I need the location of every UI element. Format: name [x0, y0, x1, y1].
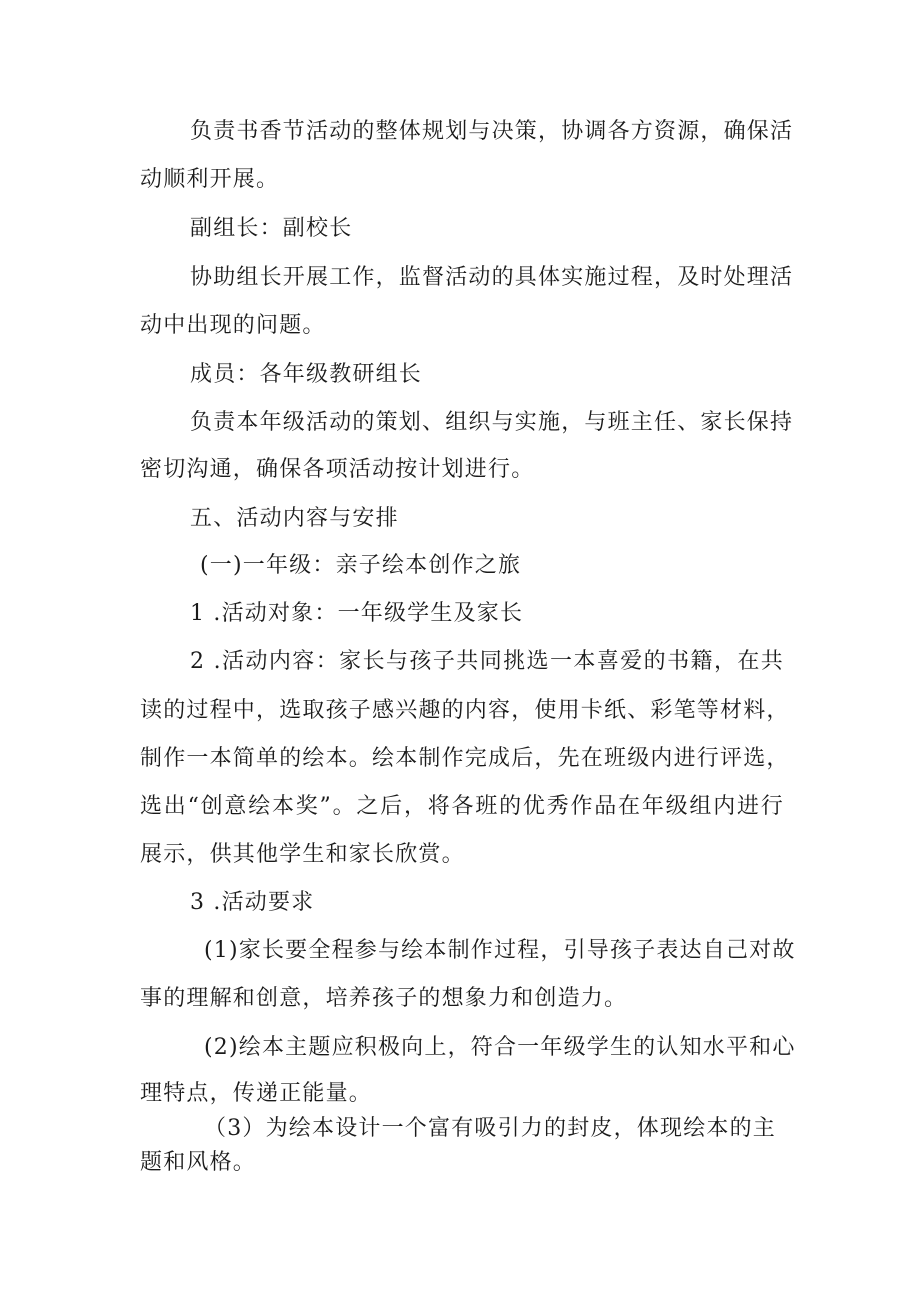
text-line	[140, 697, 790, 725]
line-text: 读的过程中，选取孩子感兴趣的内容，使用卡纸、彩笔等材料，	[140, 698, 790, 723]
line-text: 协助组长开展工作，监督活动的具体实施过程，及时处理活	[190, 265, 794, 290]
text-line	[140, 312, 326, 340]
line-text: 副组长：副校长	[190, 216, 353, 241]
line-text: 五、活动内容与安排	[190, 506, 399, 531]
line-text: 负责本年级活动的策划、组织与实施，与班主任、家长保持	[190, 410, 794, 435]
line-text: (一)一年级：亲子绘本创作之旅	[200, 553, 522, 578]
section-heading	[190, 505, 399, 533]
text-line	[190, 600, 523, 628]
line-text: 题和风格。	[140, 1150, 257, 1175]
text-line	[140, 1149, 256, 1177]
line-text: 负责书香节活动的整体规划与决策，协调各方资源，确保活	[190, 119, 794, 144]
text-line	[140, 456, 534, 484]
subsection-heading	[200, 552, 521, 580]
text-line	[140, 985, 627, 1013]
line-text: 选出“创意绘本奖”。之后，将各班的优秀作品在年级组内进行	[140, 794, 784, 819]
text-line	[140, 793, 784, 821]
line-text: 2 .活动内容：家长与孩子共同挑选一本喜爱的书籍，在共	[190, 649, 784, 674]
line-text: 密切沟通，确保各项活动按计划进行。	[140, 457, 535, 482]
text-line	[190, 215, 352, 243]
line-text: 成员：各年级教研组长	[190, 362, 423, 387]
text-line	[204, 1115, 776, 1143]
text-line	[140, 745, 790, 773]
line-text: 动中出现的问题。	[140, 313, 326, 338]
text-line	[204, 1034, 796, 1062]
line-text: 理特点，传递正能量。	[140, 1081, 373, 1106]
line-text: 1 .活动对象：一年级学生及家长	[190, 601, 524, 626]
line-text: 动顺利开展。	[140, 167, 280, 192]
text-line	[204, 937, 796, 965]
text-line	[190, 409, 794, 437]
line-text: 事的理解和创意，培养孩子的想象力和创造力。	[140, 986, 628, 1011]
line-text: 制作一本简单的绘本。绘本制作完成后，先在班级内进行评选，	[140, 746, 790, 771]
line-text: 展示，供其他学生和家长欣赏。	[140, 842, 465, 867]
text-line	[140, 841, 465, 869]
text-line	[140, 166, 279, 194]
text-line	[140, 1080, 372, 1108]
line-text: 3 .活动要求	[190, 890, 315, 915]
line-text: (2)绘本主题应积极向上，符合一年级学生的认知水平和心	[204, 1035, 796, 1060]
line-text: (1)家长要全程参与绘本制作过程，引导孩子表达自己对故	[204, 938, 796, 963]
text-line	[190, 361, 422, 389]
line-text: （3）为绘本设计一个富有吸引力的封皮，体现绘本的主	[204, 1116, 776, 1141]
text-line	[190, 889, 314, 917]
text-line	[190, 118, 794, 146]
text-line	[190, 648, 784, 676]
text-line	[190, 264, 794, 292]
